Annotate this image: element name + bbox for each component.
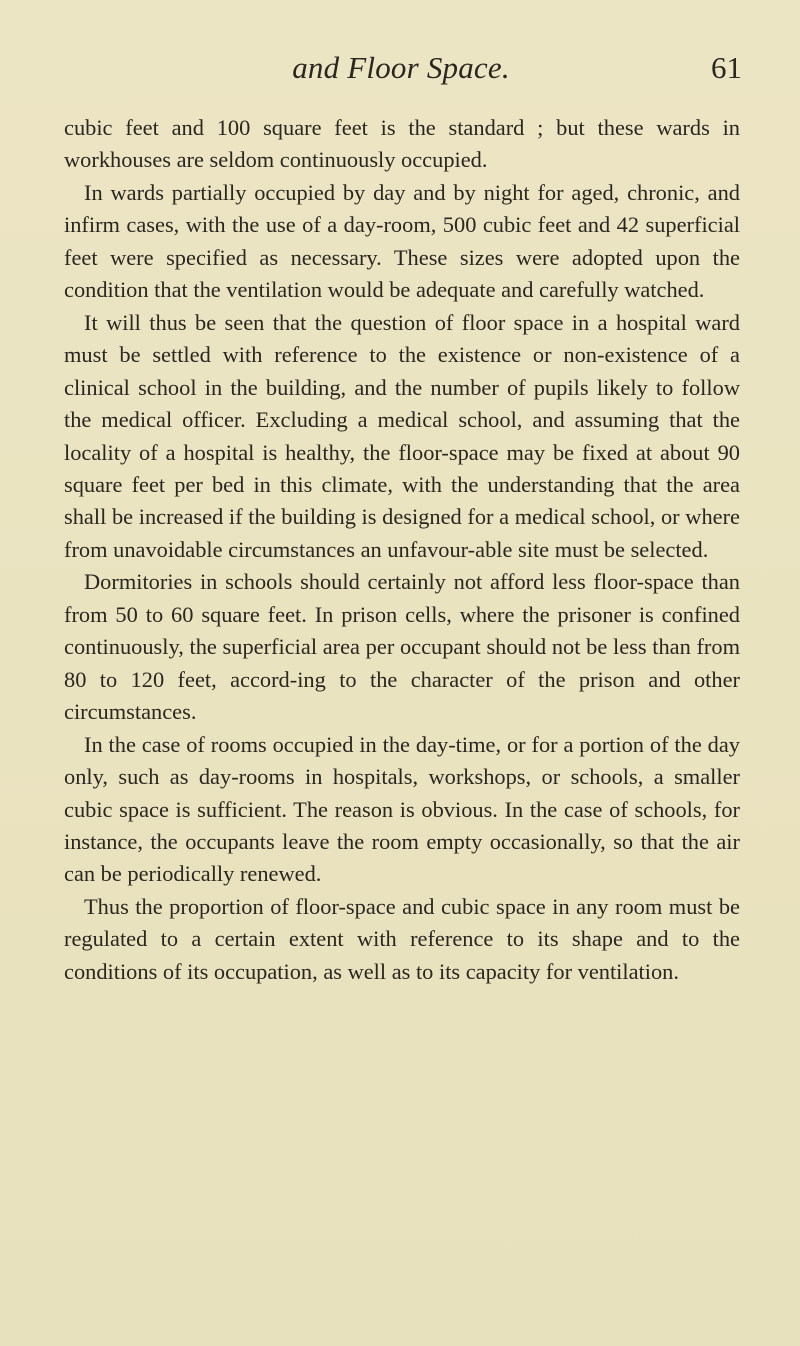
running-head <box>60 48 742 92</box>
body-text <box>64 112 740 988</box>
paragraph-4: Dormitories in schools should certainly not afford less floor-space than from 50 to 60 square feet. In prison cells, where the prisoner is confined continuously, the superficial area per occupant should not be less than from 80 to 120 feet, accord-ing to the character of the prison and other circumstances. <box>64 569 740 725</box>
paragraph-1: cubic feet and 100 square feet is the standard ; but these wards in workhouses are seldom continuously occupied. <box>64 115 740 173</box>
paragraph-5: In the case of rooms occupied in the day-time, or for a portion of the day only, such as day-rooms in hospitals, workshops, or schools, a smaller cubic space is sufficient. The reason is obvious. In the case of schools, for instance, the occupants leave the room empty occasionally, so that the air can be periodically renewed. <box>64 731 740 887</box>
paragraph-3: It will thus be seen that the question of floor space in a hospital ward must be settled with reference to the existence or non-existence of a clinical school in the building, and the number of pupils likely to follow the medical officer. Excluding a medical school, and assuming that the locality of a hospital is healthy, the floor-space may be fixed at about 90 square feet per bed in this climate, with the understanding that the area shall be increased if the building is designed for a medical school, or where from unavoidable circumstances an unfavour-able site must be selected. <box>64 309 740 562</box>
paragraph-6: Thus the proportion of floor-space and cubic space in any room must be regulated to a certain extent with reference to its shape and to the conditions of its occupation, as well as to its capacity for ventilation. <box>64 893 740 984</box>
page-number: 61 <box>711 50 742 85</box>
paragraph-2: In wards partially occupied by day and by night for aged, chronic, and infirm cases, with the use of a day-room, 500 cubic feet and 42 superficial feet were specified as necessary. These sizes were adopted upon the condition that the ventilation would be adequate and carefully watched. <box>64 179 740 303</box>
running-title: and Floor Space. <box>292 50 510 85</box>
